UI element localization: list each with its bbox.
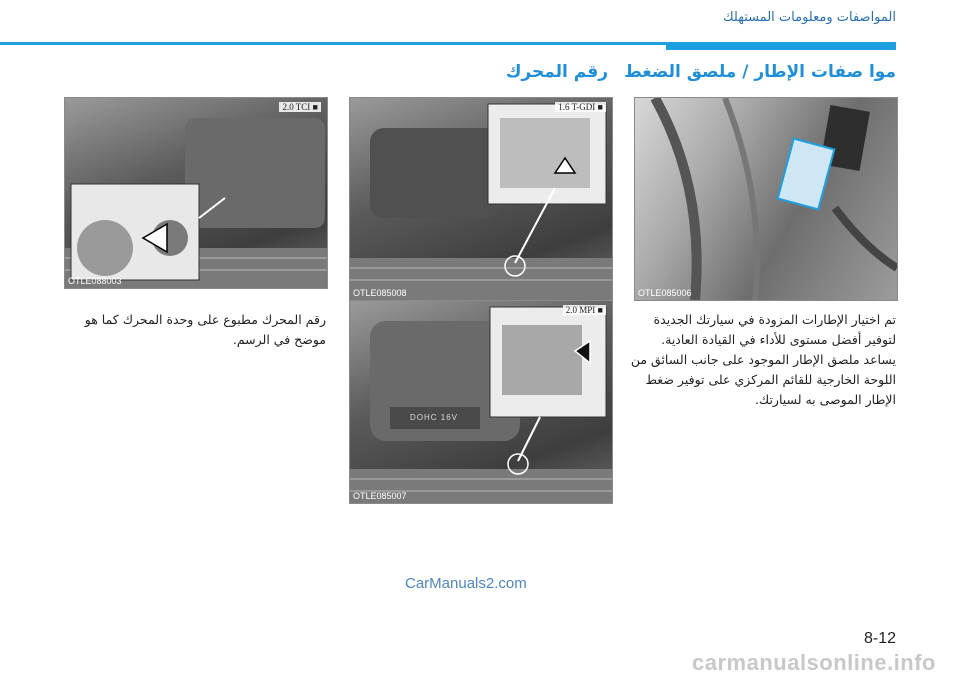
engine-variant-tag: 2.0 MPI ■	[563, 305, 606, 315]
paragraph-line: اللوحة الخارجية للقائم المركزي على توفير ضغط	[645, 372, 896, 387]
footer-site-watermark: carmanualsonline.info	[692, 650, 936, 675]
paragraph-line: الإطار الموصى به لسيارتك.	[754, 392, 896, 407]
paragraph-line: موضح في الرسم.	[232, 332, 326, 347]
engine-tci-illustration	[65, 98, 327, 288]
engine-mpi-photo	[349, 300, 613, 504]
page-number: 8-12	[863, 630, 896, 647]
photo-code: OTLE085008	[353, 288, 407, 298]
engine-number-section-title: رقم المحرك	[505, 62, 608, 82]
photo-code: OTLE085007	[353, 491, 407, 501]
paragraph-line: لتوفير أفضل مستوى للأداء في القيادة العادية.	[661, 332, 896, 347]
engine-number-paragraph	[64, 310, 326, 350]
tire-section-title: موا صفات الإطار / ملصق الضغط	[624, 62, 896, 82]
paragraph-line: تم اختيار الإطارات المزودة في سيارتك الجديدة	[653, 312, 896, 327]
door-pillar-illustration	[635, 98, 897, 300]
engine-variant-tag: 1.6 T-GDI ■	[555, 102, 606, 112]
engine-tgdi-photo	[349, 97, 613, 301]
header-title: المواصفات ومعلومات المستهلك	[722, 10, 896, 25]
photo-code: OTLE088003	[68, 276, 122, 286]
engine-cover-text: DOHC 16V	[410, 413, 459, 422]
watermark-link[interactable]: CarManuals2.com	[405, 575, 527, 592]
engine-mpi-illustration	[350, 301, 612, 503]
paragraph-line: يساعد ملصق الإطار الموجود على جانب السائق من	[630, 352, 896, 367]
paragraph-line: رقم المحرك مطبوع على وحدة المحرك كما هو	[84, 312, 326, 327]
photo-code: OTLE085006	[638, 288, 692, 298]
header-accent-bar	[666, 42, 896, 50]
engine-variant-tag: 2.0 TCI ■	[279, 102, 321, 112]
engine-tgdi-illustration	[350, 98, 612, 300]
tire-paragraph	[626, 310, 896, 410]
tire-label-photo	[634, 97, 898, 301]
engine-tci-photo	[64, 97, 328, 289]
tire-label-sticker	[778, 139, 835, 210]
